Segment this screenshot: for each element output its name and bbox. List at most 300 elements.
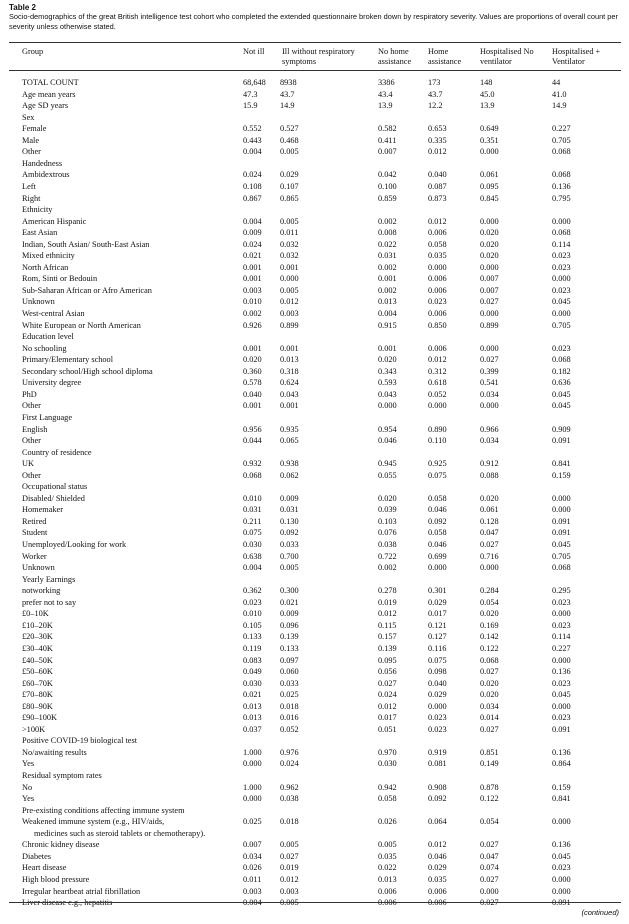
cell-value: 1.000 — [243, 747, 262, 757]
cell-value: 0.007 — [243, 840, 262, 850]
cell-value: 0.000 — [480, 262, 499, 272]
cell-value: 0.700 — [280, 551, 299, 561]
cell-value: 0.005 — [280, 216, 299, 226]
cell-value: 0.035 — [428, 251, 447, 261]
cell-value: 0.012 — [428, 147, 447, 157]
cell-value: 0.000 — [480, 563, 499, 573]
cell-value: 0.919 — [428, 747, 447, 757]
table-row — [22, 343, 622, 354]
table-row — [22, 354, 622, 365]
cell-value: 0.091 — [552, 516, 571, 526]
cell-value: 0.000 — [480, 147, 499, 157]
cell-value: 0.054 — [480, 597, 499, 607]
cell-value: 0.011 — [243, 874, 262, 884]
cell-value: 0.081 — [428, 759, 447, 769]
cell-value: 0.018 — [280, 817, 299, 827]
row-label: No schooling — [22, 343, 67, 353]
cell-value: 0.003 — [243, 886, 262, 896]
table-row — [22, 169, 622, 180]
cell-value: 0.000 — [480, 309, 499, 318]
cell-value: 0.157 — [378, 632, 397, 642]
cell-value: 0.699 — [428, 551, 447, 561]
cell-value: 0.001 — [378, 274, 397, 284]
table-row — [22, 100, 622, 111]
row-label: £20–30K — [22, 632, 53, 642]
cell-value: 0.006 — [428, 309, 447, 318]
table-row — [22, 631, 622, 642]
cell-value: 0.159 — [552, 782, 571, 792]
cell-value: 0.908 — [428, 782, 447, 792]
cell-value: 0.343 — [378, 366, 397, 376]
cell-value: 0.038 — [280, 794, 299, 804]
table-row — [22, 643, 622, 654]
cell-value: 0.068 — [552, 170, 571, 180]
cell-value: 0.021 — [280, 597, 299, 607]
row-label: Male — [22, 135, 40, 145]
cell-value: 0.002 — [378, 216, 397, 226]
cell-value: 0.060 — [280, 667, 299, 677]
cell-value: 1.000 — [243, 782, 262, 792]
table-row — [22, 320, 622, 331]
cell-value: 0.552 — [243, 124, 262, 134]
cell-value: 0.030 — [243, 678, 262, 688]
cell-value: 0.159 — [552, 470, 571, 480]
table-row — [22, 747, 622, 758]
cell-value: 0.000 — [552, 274, 571, 284]
cell-value: 0.018 — [280, 701, 299, 711]
cell-value: 0.890 — [428, 424, 447, 434]
table-row — [22, 146, 622, 157]
cell-value: 0.009 — [280, 493, 299, 503]
cell-value: 0.027 — [480, 540, 499, 549]
cell-value: 0.182 — [552, 366, 571, 376]
table-row — [22, 758, 622, 769]
row-label: TOTAL COUNT — [22, 78, 79, 87]
cell-value: 0.149 — [480, 759, 499, 769]
cell-value: 0.956 — [243, 424, 262, 434]
cell-value: 0.002 — [378, 262, 397, 272]
cell-value: 0.058 — [428, 239, 447, 249]
cell-value: 0.023 — [428, 724, 447, 734]
cell-value: 0.023 — [552, 713, 571, 723]
cell-value: 0.012 — [428, 216, 447, 226]
cell-value: 173 — [428, 78, 441, 87]
cell-value: 0.399 — [480, 366, 499, 376]
cell-value: 0.088 — [480, 470, 499, 480]
cell-value: 0.068 — [480, 655, 499, 665]
table-row — [22, 516, 622, 527]
table-row — [22, 539, 622, 550]
table-section-header — [22, 447, 622, 458]
header-hospitalised-no-ventilator: Hospitalised No ventilator — [480, 47, 534, 66]
cell-value: 0.005 — [280, 840, 299, 850]
cell-value: 0.527 — [280, 124, 299, 134]
cell-value: 0.169 — [480, 620, 499, 630]
cell-value: 0.055 — [378, 470, 397, 480]
cell-value: 0.122 — [480, 794, 499, 804]
table-row — [22, 77, 622, 88]
cell-value: 3386 — [378, 78, 395, 87]
cell-value: 0.045 — [552, 690, 571, 700]
cell-value: 0.001 — [378, 343, 397, 353]
cell-value: 0.058 — [378, 794, 397, 804]
cell-value: 0.020 — [480, 678, 499, 688]
cell-value: 0.045 — [552, 297, 571, 307]
cell-value: 0.043 — [280, 389, 299, 399]
row-label: American Hispanic — [22, 216, 87, 226]
cell-value: 0.133 — [280, 643, 299, 653]
cell-value: 0.136 — [552, 840, 571, 850]
cell-value: 0.022 — [378, 239, 397, 249]
table-row — [22, 562, 622, 573]
cell-value: 0.912 — [480, 459, 499, 469]
table-section-header — [22, 158, 622, 169]
row-label: White European or North American — [22, 320, 141, 330]
cell-value: 0.954 — [378, 424, 397, 434]
cell-value: 0.227 — [552, 124, 571, 134]
cell-value: 0.068 — [552, 355, 571, 365]
row-label: North African — [22, 262, 69, 272]
bottom-rule — [9, 902, 621, 903]
header-no-home-assistance: No home assistance — [378, 47, 412, 66]
cell-value: 0.046 — [428, 505, 447, 515]
cell-value: 0.037 — [243, 724, 262, 734]
table-row — [22, 712, 622, 723]
row-label: Liver disease e.g., hepatitis — [22, 898, 113, 908]
row-label: Other — [22, 147, 41, 157]
cell-value: 0.119 — [243, 643, 262, 653]
row-label: Student — [22, 528, 48, 538]
cell-value: 0.925 — [428, 459, 447, 469]
cell-value: 0.023 — [552, 285, 571, 295]
table-section-header — [22, 331, 622, 342]
cell-value: 0.100 — [378, 181, 397, 191]
cell-value: 0.004 — [243, 898, 262, 908]
cell-value: 0.000 — [552, 216, 571, 226]
cell-value: 0.008 — [378, 228, 397, 238]
cell-value: 13.9 — [378, 101, 393, 111]
cell-value: 0.873 — [428, 193, 447, 203]
cell-value: 0.052 — [280, 724, 299, 734]
table-row — [22, 862, 622, 873]
cell-value: 0.076 — [378, 528, 397, 538]
cell-value: 0.091 — [552, 436, 571, 446]
cell-value: 0.136 — [552, 667, 571, 677]
row-label: Sex — [22, 112, 35, 122]
cell-value: 0.035 — [428, 874, 447, 884]
row-label: Diabetes — [22, 851, 52, 861]
row-label: East Asian — [22, 228, 58, 238]
row-label: Retired — [22, 516, 47, 526]
cell-value: 0.000 — [428, 401, 447, 411]
row-label: Left — [22, 181, 36, 191]
row-label: Country of residence — [22, 447, 92, 457]
row-label: Irregular heartbeat atrial fibrillation — [22, 886, 141, 896]
cell-value: 14.9 — [280, 101, 295, 111]
cell-value: 0.005 — [280, 285, 299, 295]
cell-value: 0.045 — [552, 389, 571, 399]
cell-value: 0.004 — [243, 216, 262, 226]
cell-value: 0.000 — [480, 343, 499, 353]
cell-value: 0.007 — [480, 285, 499, 295]
cell-value: 0.095 — [480, 181, 499, 191]
cell-value: 8938 — [280, 78, 297, 87]
row-label: Unknown — [22, 563, 55, 573]
cell-value: 0.034 — [480, 389, 499, 399]
row-label: £80–90K — [22, 701, 53, 711]
cell-value: 0.027 — [280, 851, 299, 861]
table-row — [22, 782, 622, 793]
cell-value: 0.130 — [280, 516, 299, 526]
cell-value: 0.003 — [243, 285, 262, 295]
row-label: £40–50K — [22, 655, 53, 665]
table-row — [22, 308, 622, 319]
table-row — [22, 470, 622, 481]
row-label: High blood pressure — [22, 874, 90, 884]
row-label: Mixed ethnicity — [22, 251, 75, 261]
cell-value: 0.108 — [243, 181, 262, 191]
cell-value: 0.006 — [428, 285, 447, 295]
cell-value: 0.001 — [280, 262, 299, 272]
cell-value: 0.023 — [552, 620, 571, 630]
cell-value: 0.091 — [552, 724, 571, 734]
cell-value: 0.335 — [428, 135, 447, 145]
table-section-header — [22, 112, 622, 123]
table-row — [22, 493, 622, 504]
cell-value: 0.114 — [552, 632, 571, 642]
cell-value: 0.211 — [243, 516, 262, 526]
cell-value: 0.582 — [378, 124, 397, 134]
row-label: Pre-existing conditions affecting immune system — [22, 805, 185, 815]
cell-value: 0.000 — [480, 886, 499, 896]
row-label: Yes — [22, 759, 35, 769]
row-label: Unemployed/Looking for work — [22, 540, 127, 549]
cell-value: 0.016 — [280, 713, 299, 723]
row-label: Other — [22, 401, 41, 411]
row-label: £30–40K — [22, 643, 53, 653]
cell-value: 0.007 — [480, 274, 499, 284]
table-row — [22, 366, 622, 377]
cell-value: 0.115 — [378, 620, 397, 630]
row-label: UK — [22, 459, 34, 469]
cell-value: 0.795 — [552, 193, 571, 203]
row-label: Sub-Saharan African or Afro American — [22, 285, 152, 295]
cell-value: 0.000 — [280, 274, 299, 284]
cell-value: 0.021 — [243, 251, 262, 261]
row-label: Right — [22, 193, 41, 203]
cell-value: 0.006 — [428, 228, 447, 238]
cell-value: 0.045 — [552, 401, 571, 411]
cell-value: 0.012 — [280, 297, 299, 307]
table-row — [22, 285, 622, 296]
cell-value: 0.038 — [378, 540, 397, 549]
cell-value: 0.047 — [480, 851, 499, 861]
cell-value: 0.000 — [552, 609, 571, 619]
cell-value: 0.021 — [243, 690, 262, 700]
cell-value: 0.850 — [428, 320, 447, 330]
table-row — [22, 874, 622, 885]
cell-value: 0.023 — [552, 262, 571, 272]
row-label: West-central Asian — [22, 309, 85, 318]
table-row — [22, 273, 622, 284]
cell-value: 0.878 — [480, 782, 499, 792]
cell-value: 0.012 — [378, 701, 397, 711]
cell-value: 0.716 — [480, 551, 499, 561]
row-label: PhD — [22, 389, 37, 399]
top-rule — [9, 42, 621, 43]
cell-value: 0.001 — [243, 401, 262, 411]
row-label: Age SD years — [22, 101, 69, 111]
table-caption: Socio-demographics of the great British intelligence test cohort who completed the extended questionnaire broken down by respiratory severity. Values are proportions of overall count per severity unless otherwise stated. — [9, 12, 618, 31]
cell-value: 148 — [480, 78, 493, 87]
cell-value: 15.9 — [243, 101, 258, 111]
cell-value: 0.031 — [243, 505, 262, 515]
table-row — [22, 458, 622, 469]
cell-value: 0.284 — [480, 586, 499, 596]
cell-value: 0.443 — [243, 135, 262, 145]
cell-value: 0.096 — [280, 620, 299, 630]
cell-value: 0.000 — [428, 563, 447, 573]
cell-value: 0.653 — [428, 124, 447, 134]
cell-value: 0.019 — [280, 863, 299, 873]
cell-value: 0.024 — [243, 239, 262, 249]
table-row — [22, 701, 622, 712]
cell-value: 0.003 — [280, 309, 299, 318]
row-label: prefer not to say — [22, 597, 77, 607]
cell-value: 68,648 — [243, 78, 266, 87]
cell-value: 0.938 — [280, 459, 299, 469]
cell-value: 0.027 — [378, 678, 397, 688]
cell-value: 0.541 — [480, 378, 499, 388]
table-row — [22, 239, 622, 250]
cell-value: 0.075 — [428, 655, 447, 665]
cell-value: 0.026 — [243, 863, 262, 873]
cell-value: 0.023 — [552, 343, 571, 353]
cell-value: 0.024 — [280, 759, 299, 769]
cell-value: 0.020 — [378, 355, 397, 365]
cell-value: 0.935 — [280, 424, 299, 434]
cell-value: 0.095 — [378, 655, 397, 665]
cell-value: 0.593 — [378, 378, 397, 388]
cell-value: 0.012 — [378, 609, 397, 619]
cell-value: 0.024 — [378, 690, 397, 700]
cell-value: 0.033 — [280, 678, 299, 688]
cell-value: 0.932 — [243, 459, 262, 469]
row-label: Primary/Elementary school — [22, 355, 114, 365]
cell-value: 0.000 — [378, 401, 397, 411]
header-home-assistance: Home assistance — [428, 47, 462, 66]
cell-value: 0.976 — [280, 747, 299, 757]
cell-value: 0.966 — [480, 424, 499, 434]
table-row — [22, 181, 622, 192]
cell-value: 0.032 — [280, 251, 299, 261]
cell-value: 0.010 — [243, 609, 262, 619]
table-row — [22, 435, 622, 446]
cell-value: 0.065 — [280, 436, 299, 446]
table-section-header — [22, 574, 622, 585]
cell-value: 0.046 — [428, 851, 447, 861]
row-label: Indian, South Asian/ South-East Asian — [22, 239, 150, 249]
cell-value: 0.031 — [280, 505, 299, 515]
cell-value: 0.864 — [552, 759, 571, 769]
row-label: University degree — [22, 378, 82, 388]
cell-value: 44 — [552, 78, 561, 87]
cell-value: 0.000 — [552, 817, 571, 827]
cell-value: 0.020 — [480, 493, 499, 503]
cell-value: 0.033 — [280, 540, 299, 549]
table-row — [22, 816, 622, 839]
cell-value: 0.624 — [280, 378, 299, 388]
cell-value: 0.046 — [428, 540, 447, 549]
cell-value: 0.092 — [280, 528, 299, 538]
cell-value: 0.023 — [243, 597, 262, 607]
table-row — [22, 193, 622, 204]
cell-value: 0.000 — [480, 401, 499, 411]
cell-value: 0.468 — [280, 135, 299, 145]
cell-value: 0.023 — [552, 597, 571, 607]
cell-value: 0.029 — [428, 690, 447, 700]
cell-value: 47.3 — [243, 89, 258, 99]
cell-value: 0.000 — [552, 493, 571, 503]
cell-value: 0.020 — [480, 609, 499, 619]
cell-value: 0.107 — [280, 181, 299, 191]
cell-value: 0.027 — [480, 898, 499, 908]
cell-value: 0.851 — [480, 747, 499, 757]
cell-value: 0.227 — [552, 643, 571, 653]
cell-value: 0.062 — [280, 470, 299, 480]
cell-value: 0.114 — [552, 239, 571, 249]
cell-value: 0.005 — [280, 898, 299, 908]
cell-value: 0.006 — [378, 898, 397, 908]
cell-value: 0.002 — [378, 285, 397, 295]
cell-value: 0.012 — [428, 840, 447, 850]
cell-value: 0.139 — [280, 632, 299, 642]
cell-value: 0.020 — [480, 228, 499, 238]
cell-value: 0.139 — [378, 643, 397, 653]
row-label: Yearly Earnings — [22, 574, 76, 584]
cell-value: 0.061 — [480, 505, 499, 515]
row-label-continuation: medicines such as steroid tablets or chemotherapy). — [34, 828, 206, 838]
cell-value: 0.001 — [280, 401, 299, 411]
header-rule — [9, 70, 621, 71]
cell-value: 0.006 — [428, 274, 447, 284]
cell-value: 0.103 — [378, 516, 397, 526]
cell-value: 0.031 — [378, 251, 397, 261]
row-label: Age mean years — [22, 89, 76, 99]
row-label: Other — [22, 436, 41, 446]
cell-value: 0.002 — [378, 563, 397, 573]
table-row — [22, 377, 622, 388]
continued-note: (continued) — [581, 908, 619, 917]
table-row — [22, 400, 622, 411]
cell-value: 0.074 — [480, 863, 499, 873]
row-label: No/awaiting results — [22, 747, 87, 757]
table-section-header — [22, 805, 622, 816]
table-row — [22, 585, 622, 596]
cell-value: 0.004 — [243, 147, 262, 157]
cell-value: 0.020 — [480, 690, 499, 700]
cell-value: 0.000 — [552, 886, 571, 896]
cell-value: 0.020 — [480, 239, 499, 249]
table-row — [22, 262, 622, 273]
table-section-header — [22, 412, 622, 423]
cell-value: 0.064 — [428, 817, 447, 827]
cell-value: 0.029 — [428, 863, 447, 873]
cell-value: 0.360 — [243, 366, 262, 376]
table-row — [22, 851, 622, 862]
cell-value: 0.116 — [428, 643, 447, 653]
cell-value: 0.027 — [480, 874, 499, 884]
